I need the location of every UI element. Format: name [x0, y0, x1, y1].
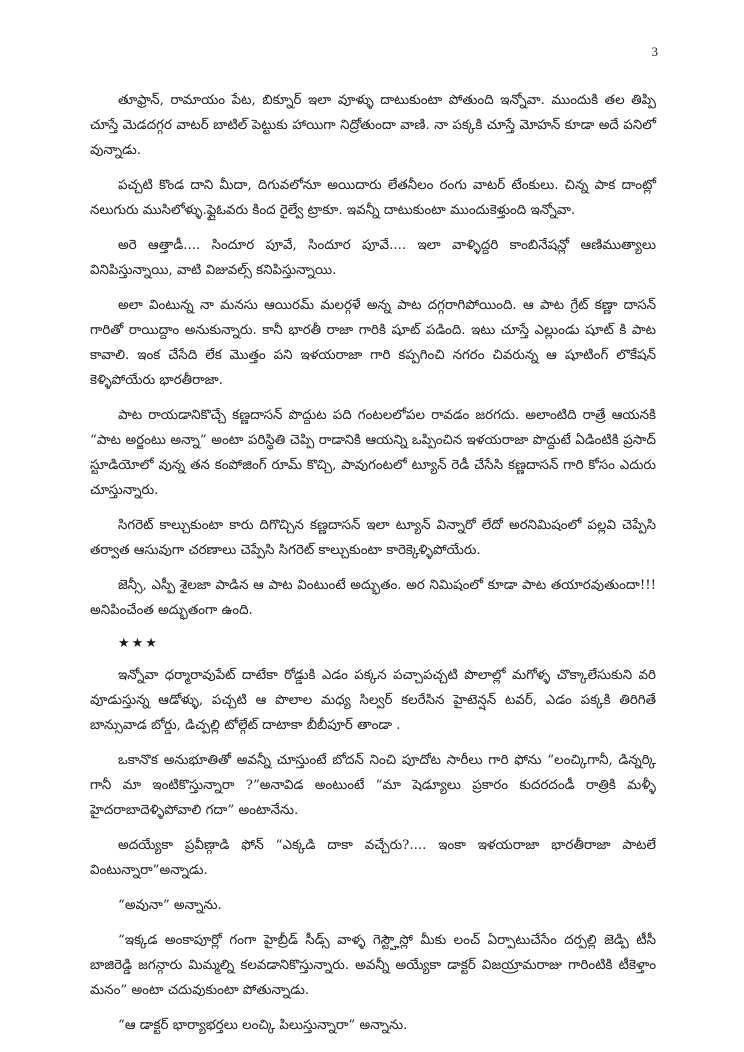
paragraph-2: పచ్చటి కొండ దాని మీదా, దిగువలోనూ అయిదారు లేతనీలం రంగు వాటర్ టేంకులు. చిన్న పాక దాంట్లో నలుగురు ముసిలోళ్ళు.ఫ్లైఓవరు కింద రైల్వే ట్రాకూ. ఇవన్నీ దాటుకుంటా ముందుకెళ్తుంది ఇన్నోవా.: [90, 178, 656, 218]
paragraph-11: “అవునా” అన్నాను.: [118, 898, 222, 913]
paragraph-4: అలా వింటున్న నా మనసు ఆయిరమ్ మలర్గళే అన్న పాట దగ్గరాగిపోయింది. ఆ పాట గ్రేట్ కణ్ణా దాసన్ గారితో రాయిద్దాం అనుకున్నారు. కానీ భారతీ రాజా గారికి షూట్ పడింది. ఇటు చూస్తే ఎల్లుండు షూట్ కి పాట కావాలి. ఇంక చేసేది లేక మొత్తం పని ఇళయరాజా గారి కప్పగించి నగరం చివరున్న ఆ షూటింగ్ లొకేషన్ కెళ్ళిపోయేరు భారతీరాజా.: [90, 298, 656, 388]
paragraph-8: ఇన్నోవా ధర్మారావుపేట్ దాటేకా రోడ్డుకి ఎడం పక్కన పచ్చాపచ్చటి పొలాల్లో మగోళ్ళ చొక్కాలేసుకుని వరి వూడుస్తున్న ఆడోళ్ళు, పచ్చటి ఆ పొలాల మధ్య సిల్వర్ కలరేసిన హైటెన్షన్ టవర్, ఎడం పక్కకి తిరిగితే బాన్సువాడ బోర్డు, డిచ్పల్లి టోల్గేట్ దాటాకా బీబీపూర్ తాండా .: [90, 668, 656, 733]
paragraph-6: సిగరెట్ కాల్చుకుంటా కారు దిగొచ్చిన కణ్ణదాసన్ ఇలా ట్యూన్ విన్నారో లేదో అరనిమిషంలో పల్లవి చెప్పేసి తర్వాత ఆసువుగా చరణాలు చెప్పేసి సిగరెట్ కాల్చుకుంటా కారెక్కెళ్ళిపోయేరు.: [90, 518, 656, 558]
paragraph-7: జెన్సీ, ఎస్పీ శైలజా పాడిన ఆ పాట వింటుంటే అద్భుతం. అర నిమిషంలో కూడా పాట తయారవుతుందా!!! అనిపించేంత అద్భుతంగా ఉంది.: [90, 578, 656, 618]
paragraph-9: ఒకానొక అనుభూతితో అవన్నీ చూస్తుంటే బోదన్ నించి పూదోట సారీలు గారి ఫోను “లంచ్కిగానీ, డిన్నర్కి గానీ మా ఇంటికొస్తున్నారా ?”అనావిడ అంటుంటే “మా షెడ్యూలు ప్రకారం కుదరదండీ రాత్రికి మళ్ళీ హైదరాబాదెళ్ళిపోవాలి గదా” అంటానేను.: [90, 753, 656, 818]
section-separator: ★★★: [118, 636, 159, 651]
paragraph-3: అరె ఆత్తాడీ.... సిందూర పూవే, సిందూర పూవే.... ఇలా వాళ్ళిద్దరి కాంబినేషన్లో ఆణిముత్యాలు వినిపిస్తున్నాయి, వాటి విజువల్స్ కనిపిస్తున్నాయి.: [90, 238, 656, 278]
paragraph-5: పాట రాయడానికొచ్చే కణ్ణదాసన్ పొద్దుట పది గంటలలోపల రావడం జరగదు. అలాంటిది రాత్రే ఆయనకి “పాట అర్జంటు అన్నా” అంటా పరిస్థితి చెప్పి రాడానికి ఆయన్ని ఒప్పించిన ఇళయరాజా పొద్దుటే ఏడింటికి ప్రసాద్ స్టూడియోలో వున్న తన కంపోజింగ్ రూమ్ కొచ్చి, పావుగంటలో ట్యూన్ రెడీ చేసేసి కణ్ణదాసన్ గారి కోసం ఎదురు చూస్తున్నారు.: [90, 408, 656, 498]
body-text: [90, 88, 656, 1048]
page-number: 3: [651, 44, 658, 59]
paragraph-12: “ఇక్కడ అంకాపూర్లో గంగా హైబ్రీడ్ సీడ్స్ వాళ్ళ గెస్ట్హౌస్లో మీకు లంచ్ ఏర్పాటుచేసేం దర్పల్లి జెడ్పి టీసీ బాజిరెడ్డి జగన్గారు మిమ్మల్ని కలవడానికొస్తున్నారు. అవన్నీ అయ్యేకా డాక్టర్ విజయ్రామరాజు గారింటికి టీకెళ్తాం మనం” అంటా చదువుకుంటా పోతున్నాడు.: [90, 933, 656, 998]
paragraph-13: “ఆ డాక్టర్ భార్యాభర్తలు లంచ్కి పిలుస్తున్నారా” అన్నాను.: [118, 1018, 408, 1033]
paragraph-10: అదయ్యేకా ప్రవీణ్గాడి ఫోన్ “ఎక్కడి దాకా వచ్చేరు?.... ఇంకా ఇళయరాజా భారతీరాజా పాటలే వింటున్నారా”అన్నాడు.: [90, 838, 656, 878]
paragraph-1: తూఫ్రాన్, రామాయం పేట, బిక్నూర్ ఇలా వూళ్ళు దాటుకుంటా పోతుంది ఇన్నోవా. ముందుకి తల తిప్పి చూస్తే మెడదగ్గర వాటర్ బాటిల్ పెట్టుకు హాయిగా నిద్రోతుందా వాణి. నా పక్కకి చూస్తే మోహన్ కూడా అదే పనిలో వున్నాడు.: [90, 93, 656, 158]
